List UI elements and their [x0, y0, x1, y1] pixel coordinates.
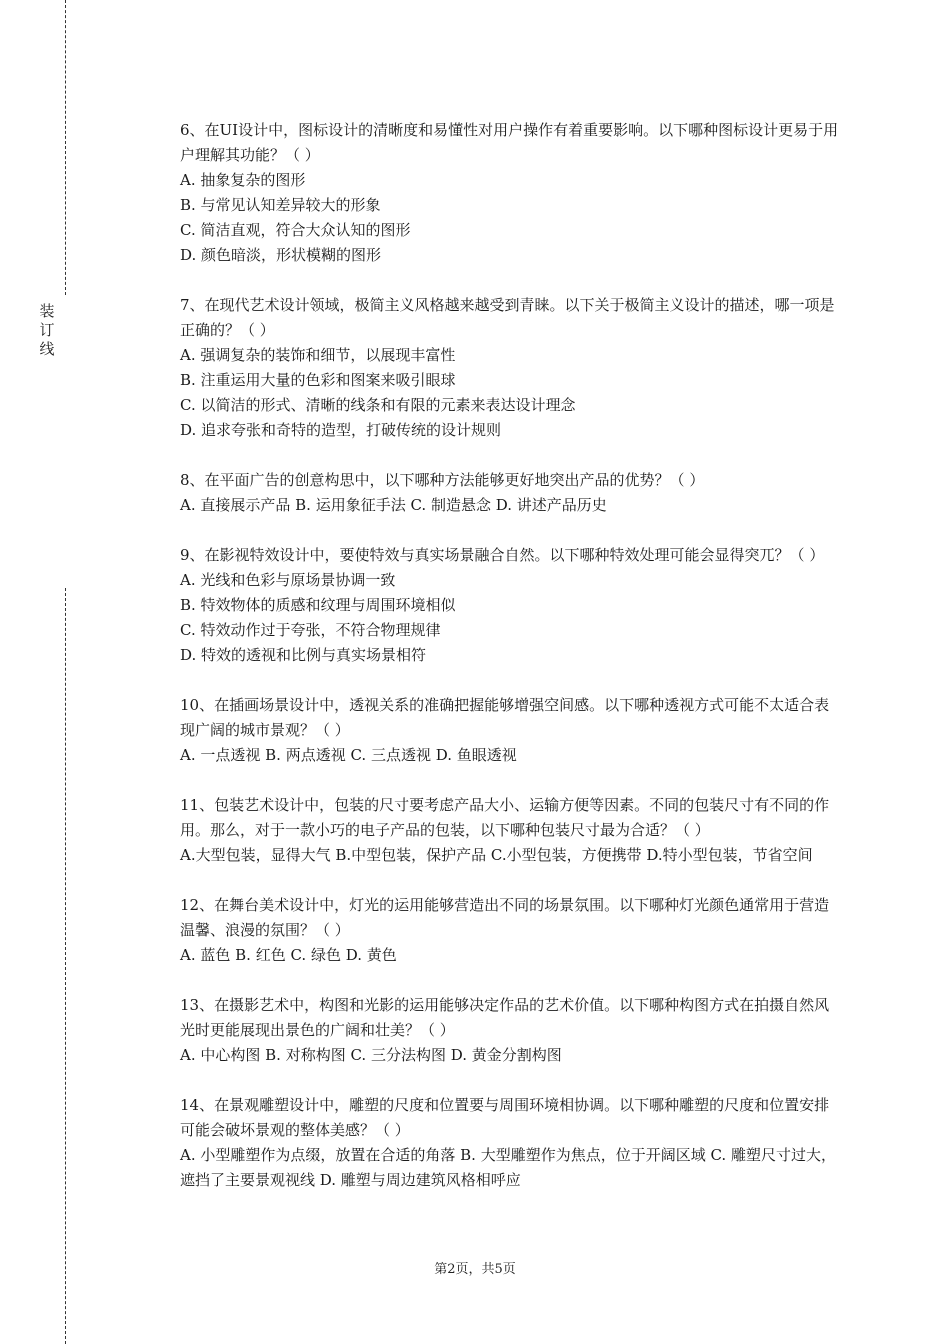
question-11 [180, 793, 840, 868]
option-b: B. 与常见认知差异较大的形象 [180, 196, 381, 214]
option-b: B. 注重运用大量的色彩和图案来吸引眼球 [180, 371, 456, 389]
question-9 [180, 543, 840, 668]
question-stem: 13、在摄影艺术中，构图和光影的运用能够决定作品的艺术价值。以下哪种构图方式在拍摄自然风光时更能展现出景色的广阔和壮美？（ ） [180, 996, 830, 1039]
question-stem: 14、在景观雕塑设计中，雕塑的尺度和位置要与周围环境相协调。以下哪种雕塑的尺度和位置安排可能会破坏景观的整体美感？（ ） [180, 1096, 830, 1139]
binding-label-char: 订 [39, 321, 55, 339]
binding-label [37, 302, 57, 359]
options-inline: A. 蓝色 B. 红色 C. 绿色 D. 黄色 [180, 946, 397, 964]
question-13 [180, 993, 840, 1068]
option-b: B. 特效物体的质感和纹理与周围环境相似 [180, 596, 456, 614]
option-c: C. 以简洁的形式、清晰的线条和有限的元素来表达设计理念 [180, 396, 576, 414]
question-stem: 7、在现代艺术设计领域，极简主义风格越来越受到青睐。以下关于极简主义设计的描述，哪一项是正确的？（ ） [180, 296, 835, 339]
question-6 [180, 118, 840, 268]
question-14 [180, 1093, 840, 1193]
question-8 [180, 468, 840, 518]
binding-label-char: 装 [39, 302, 55, 320]
option-d: D. 颜色暗淡，形状模糊的图形 [180, 246, 382, 264]
binding-line-bottom [65, 588, 66, 1344]
binding-line-top [65, 0, 66, 295]
option-c: C. 特效动作过于夸张，不符合物理规律 [180, 621, 441, 639]
question-stem: 6、在UI设计中，图标设计的清晰度和易懂性对用户操作有着重要影响。以下哪种图标设计更易于用户理解其功能？（ ） [180, 121, 839, 164]
question-list [180, 118, 840, 1193]
question-stem: 11、包装艺术设计中，包装的尺寸要考虑产品大小、运输方便等因素。不同的包装尺寸有不同的作用。那么，对于一款小巧的电子产品的包装，以下哪种包装尺寸最为合适？（ ） [180, 796, 830, 839]
options-inline: A. 中心构图 B. 对称构图 C. 三分法构图 D. 黄金分割构图 [180, 1046, 562, 1064]
binding-label-char: 线 [39, 340, 55, 358]
option-a: A. 光线和色彩与原场景协调一致 [180, 571, 396, 589]
option-a: A. 强调复杂的装饰和细节，以展现丰富性 [180, 346, 456, 364]
question-7 [180, 293, 840, 443]
question-stem: 10、在插画场景设计中，透视关系的准确把握能够增强空间感。以下哪种透视方式可能不太适合表现广阔的城市景观？（ ） [180, 696, 830, 739]
page-footer: 第2页，共5页 [434, 1262, 516, 1277]
options-inline: A. 小型雕塑作为点缀，放置在合适的角落 B. 大型雕塑作为焦点，位于开阔区域 C. 雕塑尺寸过大，遮挡了主要景观视线 D. 雕塑与周边建筑风格相呼应 [180, 1146, 836, 1189]
question-stem: 8、在平面广告的创意构思中，以下哪种方法能够更好地突出产品的优势？（ ） [180, 471, 705, 489]
options-inline: A. 直接展示产品 B. 运用象征手法 C. 制造悬念 D. 讲述产品历史 [180, 496, 607, 514]
question-12 [180, 893, 840, 968]
option-d: D. 追求夸张和奇特的造型，打破传统的设计规则 [180, 421, 502, 439]
options-inline: A.大型包装，显得大气 B.中型包装，保护产品 C.小型包装，方便携带 D.特小型包装，节省空间 [180, 846, 813, 864]
option-a: A. 抽象复杂的图形 [180, 171, 306, 189]
question-stem: 12、在舞台美术设计中，灯光的运用能够营造出不同的场景氛围。以下哪种灯光颜色通常用于营造温馨、浪漫的氛围？（ ） [180, 896, 830, 939]
option-c: C. 简洁直观，符合大众认知的图形 [180, 221, 411, 239]
question-stem: 9、在影视特效设计中，要使特效与真实场景融合自然。以下哪种特效处理可能会显得突兀？（ ） [180, 546, 825, 564]
option-d: D. 特效的透视和比例与真实场景相符 [180, 646, 427, 664]
options-inline: A. 一点透视 B. 两点透视 C. 三点透视 D. 鱼眼透视 [180, 746, 517, 764]
question-10 [180, 693, 840, 768]
